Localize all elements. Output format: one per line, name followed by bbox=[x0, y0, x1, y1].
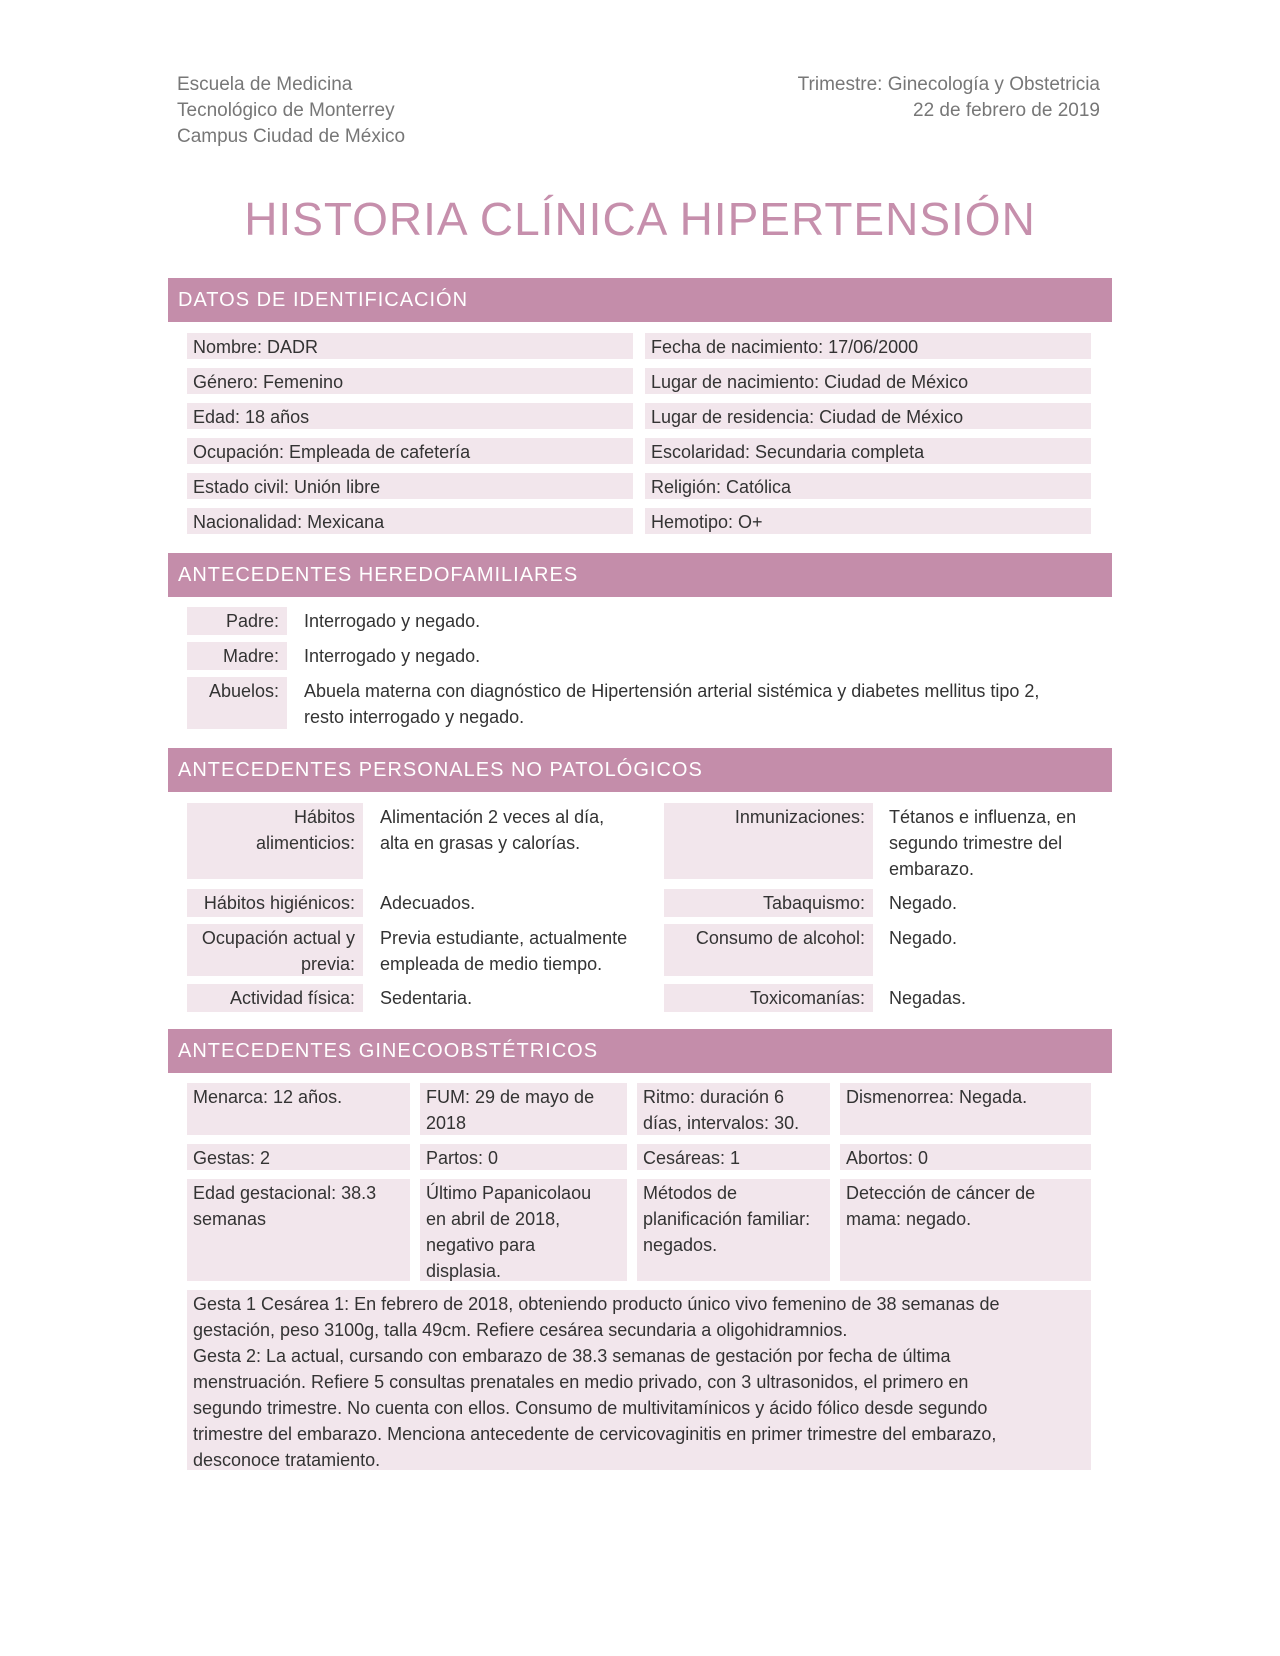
edad-gestacional-field bbox=[187, 1179, 410, 1281]
id-field: Edad: 18 años bbox=[187, 403, 633, 429]
note-line: segundo trimestre. No cuenta con ellos. Consumo de multivitamínicos y ácido fólico desde segundo bbox=[193, 1398, 988, 1418]
actividad-value: Sedentaria. bbox=[380, 988, 473, 1008]
field-line: FUM: 29 de mayo de bbox=[426, 1087, 595, 1107]
inmunizaciones-label: Inmunizaciones: bbox=[664, 803, 873, 879]
note-line: Gesta 2: La actual, cursando con embarazo de 38.3 semanas de gestación por fecha de última bbox=[193, 1346, 951, 1366]
id-field: Hemotipo: O+ bbox=[645, 508, 1091, 534]
field-line: semanas bbox=[193, 1209, 267, 1229]
toxicomanias-label: Toxicomanías: bbox=[664, 984, 873, 1012]
id-field: Género: Femenino bbox=[187, 368, 633, 394]
school-info bbox=[177, 72, 405, 150]
label-line: previa: bbox=[300, 954, 355, 974]
cancer-mama-field bbox=[840, 1179, 1091, 1281]
gestas-field: Gestas: 2 bbox=[187, 1144, 410, 1170]
value-line: Previa estudiante, actualmente bbox=[380, 928, 628, 948]
value-line: segundo trimestre del bbox=[889, 833, 1063, 853]
papanicolaou-field bbox=[420, 1179, 627, 1281]
section-heading-heredofamiliares: ANTECEDENTES HEREDOFAMILIARES bbox=[168, 553, 1112, 597]
school-line: Tecnológico de Monterrey bbox=[177, 100, 395, 121]
value-line: embarazo. bbox=[889, 859, 975, 879]
inmunizaciones-value bbox=[889, 804, 1076, 882]
label-line: Hábitos bbox=[293, 807, 355, 827]
madre-label: Madre: bbox=[187, 642, 287, 670]
ocupacion-value bbox=[380, 925, 627, 977]
field-line: Detección de cáncer de bbox=[846, 1183, 1036, 1203]
actividad-label: Actividad física: bbox=[187, 984, 363, 1012]
ritmo-field bbox=[637, 1083, 830, 1135]
section-heading-no-patologicos: ANTECEDENTES PERSONALES NO PATOLÓGICOS bbox=[168, 748, 1112, 792]
value-line: empleada de medio tiempo. bbox=[380, 954, 603, 974]
school-line: Campus Ciudad de México bbox=[177, 126, 406, 147]
field-line: días, intervalos: 30. bbox=[643, 1113, 800, 1133]
value-line: Tétanos e influenza, en bbox=[889, 807, 1077, 827]
abuelos-value-line: resto interrogado y negado. bbox=[304, 707, 525, 727]
label-line: Ocupación actual y bbox=[201, 928, 355, 948]
habitos-higienicos-value: Adecuados. bbox=[380, 893, 476, 913]
id-field: Lugar de residencia: Ciudad de México bbox=[645, 403, 1091, 429]
fum-field bbox=[420, 1083, 627, 1135]
field-line: Edad gestacional: 38.3 bbox=[193, 1183, 377, 1203]
date-line: 22 de febrero de 2019 bbox=[913, 100, 1100, 121]
habitos-alimenticios-value bbox=[380, 804, 604, 856]
id-field: Lugar de nacimiento: Ciudad de México bbox=[645, 368, 1091, 394]
field-line: mama: negado. bbox=[846, 1209, 972, 1229]
planificacion-field bbox=[637, 1179, 830, 1281]
term-info bbox=[798, 72, 1100, 124]
id-field: Religión: Católica bbox=[645, 473, 1091, 499]
section-heading-gineco: ANTECEDENTES GINECOOBSTÉTRICOS bbox=[168, 1029, 1112, 1073]
id-field: Fecha de nacimiento: 17/06/2000 bbox=[645, 333, 1091, 359]
habitos-higienicos-label: Hábitos higiénicos: bbox=[187, 889, 363, 917]
menarca-field: Menarca: 12 años. bbox=[187, 1083, 410, 1135]
alcohol-label: Consumo de alcohol: bbox=[664, 924, 873, 976]
note-line: trimestre del embarazo. Menciona antecedente de cervicovaginitis en primer trimestre del embarazo, bbox=[193, 1424, 997, 1444]
abuelos-value bbox=[304, 678, 1039, 730]
id-field: Escolaridad: Secundaria completa bbox=[645, 438, 1091, 464]
value-line: Alimentación 2 veces al día, bbox=[380, 807, 605, 827]
id-field: Nacionalidad: Mexicana bbox=[187, 508, 633, 534]
label-line: alimenticios: bbox=[255, 833, 355, 853]
field-line: negados. bbox=[643, 1235, 718, 1255]
ocupacion-label bbox=[187, 924, 363, 976]
id-field: Ocupación: Empleada de cafetería bbox=[187, 438, 633, 464]
padre-label: Padre: bbox=[187, 607, 287, 635]
dismenorrea-field: Dismenorrea: Negada. bbox=[840, 1083, 1091, 1135]
toxicomanias-value: Negadas. bbox=[889, 988, 967, 1008]
cesareas-field: Cesáreas: 1 bbox=[637, 1144, 830, 1170]
note-line: gestación, peso 3100g, talla 49cm. Refiere cesárea secundaria a oligohidramnios. bbox=[193, 1320, 848, 1340]
partos-field: Partos: 0 bbox=[420, 1144, 627, 1170]
id-field: Nombre: DADR bbox=[187, 333, 633, 359]
abortos-field: Abortos: 0 bbox=[840, 1144, 1091, 1170]
field-line: en abril de 2018, bbox=[426, 1209, 561, 1229]
note-line: desconoce tratamiento. bbox=[193, 1450, 381, 1470]
obstetric-notes bbox=[187, 1290, 1091, 1470]
note-line: menstruación. Refiere 5 consultas prenatales en medio privado, con 3 ultrasonidos, el primero en bbox=[193, 1372, 969, 1392]
field-line: Métodos de bbox=[643, 1183, 738, 1203]
field-line: Ritmo: duración 6 bbox=[643, 1087, 785, 1107]
tabaquismo-label: Tabaquismo: bbox=[664, 889, 873, 917]
field-line: negativo para bbox=[426, 1235, 536, 1255]
id-field: Estado civil: Unión libre bbox=[187, 473, 633, 499]
habitos-alimenticios-label bbox=[187, 803, 363, 879]
padre-value: Interrogado y negado. bbox=[304, 611, 481, 631]
abuelos-label: Abuelos: bbox=[187, 677, 287, 729]
note-line: Gesta 1 Cesárea 1: En febrero de 2018, obteniendo producto único vivo femenino de 38 semanas de bbox=[193, 1294, 1000, 1314]
term-line: Trimestre: Ginecología y Obstetricia bbox=[797, 74, 1100, 95]
school-line: Escuela de Medicina bbox=[177, 74, 353, 95]
field-line: Último Papanicolaou bbox=[426, 1183, 592, 1203]
document-title: HISTORIA CLÍNICA HIPERTENSIÓN bbox=[244, 193, 1036, 245]
section-heading-identificacion: DATOS DE IDENTIFICACIÓN bbox=[168, 278, 1112, 322]
alcohol-value: Negado. bbox=[889, 928, 958, 948]
value-line: alta en grasas y calorías. bbox=[380, 833, 581, 853]
abuelos-value-line: Abuela materna con diagnóstico de Hipertensión arterial sistémica y diabetes mellitus tipo 2, bbox=[304, 681, 1040, 701]
field-line: 2018 bbox=[426, 1113, 467, 1133]
field-line: displasia. bbox=[426, 1261, 502, 1281]
tabaquismo-value: Negado. bbox=[889, 893, 958, 913]
field-line: planificación familiar: bbox=[643, 1209, 811, 1229]
madre-value: Interrogado y negado. bbox=[304, 646, 481, 666]
